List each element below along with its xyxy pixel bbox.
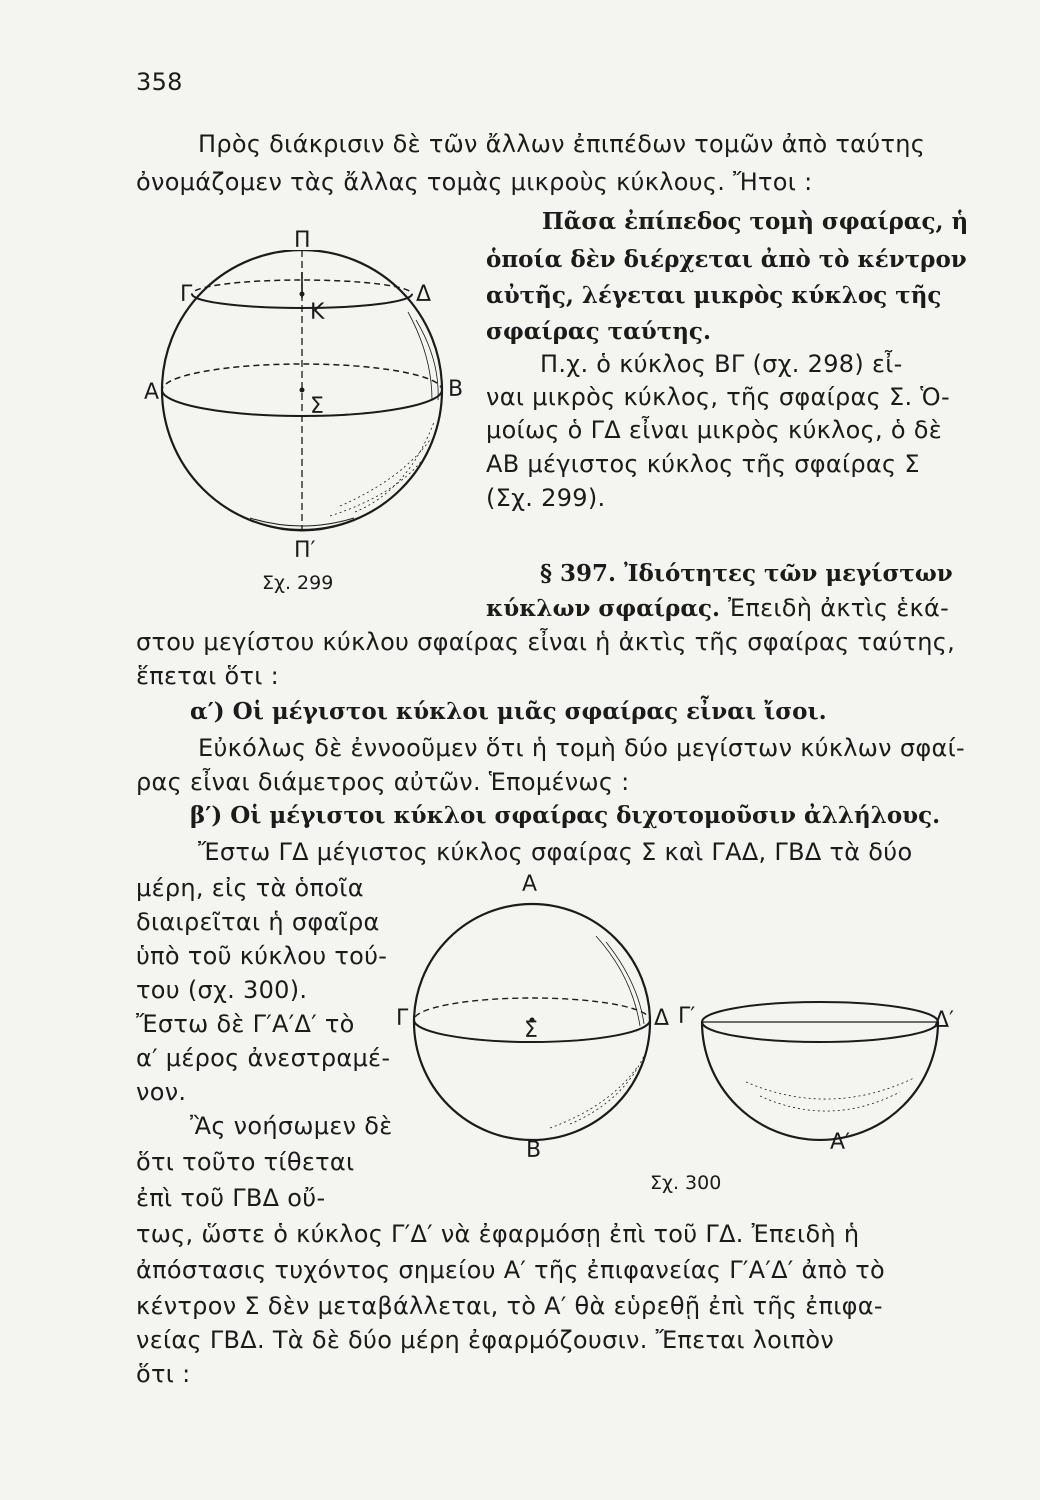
fig300-label-center: Σ bbox=[524, 1018, 538, 1043]
proof-line: τως, ὥστε ὁ κύκλος Γ′Δ′ νὰ ἐφαρμόσῃ ἐπὶ τοῦ ΓΔ. Ἐπειδὴ ἡ bbox=[136, 1220, 860, 1248]
section-title-cont: κύκλων σφαίρας. bbox=[486, 595, 721, 622]
section-text: Ἐπειδὴ ἀκτὶς ἑκά- bbox=[720, 594, 950, 622]
fig299-label-bottom: Π′ bbox=[294, 538, 316, 563]
fig300-caption: Σχ. 300 bbox=[650, 1172, 722, 1194]
fig299-caption: Σχ. 299 bbox=[262, 572, 334, 594]
proof-left-line: νον. bbox=[136, 1078, 187, 1106]
proof-left-line: ὅτι τοῦτο τίθεται bbox=[136, 1148, 355, 1176]
fig300-label-hemi-left: Γ′ bbox=[678, 1004, 696, 1029]
proof-line: ἀπόστασις τυχόντος σημείου Α′ τῆς ἐπιφανείας Γ′Α′Δ′ ἀπὸ τὸ bbox=[136, 1256, 886, 1284]
fig299-label-top: Π bbox=[294, 228, 311, 253]
intro-line: Πρὸς διάκρισιν δὲ τῶν ἄλλων ἐπιπέδων τομῶν ἀπὸ ταύτης bbox=[198, 130, 926, 158]
fig299-label-right-small: Δ bbox=[416, 282, 432, 307]
fig299-label-right-great: Β bbox=[448, 377, 464, 402]
proof-left-line: ὑπὸ τοῦ κύκλου τού- bbox=[136, 942, 388, 970]
section-line2 bbox=[486, 594, 949, 622]
proof-first-line: Ἔστω ΓΔ μέγιστος κύκλος σφαίρας Σ καὶ ΓΑΔ, ΓΒΔ τὰ δύο bbox=[198, 838, 913, 866]
fig299-label-left-small: Γ bbox=[180, 282, 193, 307]
hemisphere-bowl bbox=[702, 1022, 938, 1140]
proof-left-line: διαιρεῖται ἡ σφαῖρα bbox=[136, 908, 380, 936]
definition-line: σφαίρας ταύτης. bbox=[486, 318, 711, 345]
proof-line: νείας ΓΒΔ. Τὰ δὲ δύο μέρη ἐφαρμόζουσιν. Ἔπεται λοιπὸν bbox=[136, 1326, 835, 1354]
example-line: ναι μικρὸς κύκλος, τῆς σφαίρας Σ. Ὁ- bbox=[486, 383, 950, 411]
fig300-label-right: Δ bbox=[654, 1006, 670, 1031]
proof-line: ὅτι : bbox=[136, 1360, 191, 1388]
fig299-label-left-great: Α bbox=[144, 380, 160, 405]
proof-line: κέντρον Σ δὲν μεταβάλλεται, τὸ Α′ θὰ εὑρεθῇ ἐπὶ τῆς ἐπιφα- bbox=[136, 1292, 883, 1320]
property-a: α′) Οἱ μέγιστοι κύκλοι μιᾶς σφαίρας εἶναι ἴσοι. bbox=[190, 698, 827, 725]
example-line: Π.χ. ὁ κύκλος ΒΓ (σχ. 298) εἶ- bbox=[540, 350, 903, 378]
fig300-label-hemi-right: Δ′ bbox=[934, 1008, 955, 1033]
fig299-label-center: Σ bbox=[310, 394, 324, 419]
section-text-line: ἕπεται ὅτι : bbox=[136, 662, 279, 690]
proof-left-line: Ἔστω δὲ Γ′Α′Δ′ τὸ bbox=[136, 1010, 355, 1038]
after-a-line: ρας εἶναι διάμετρος αὐτῶν. Ἑπομένως : bbox=[136, 768, 630, 796]
definition-line: Πᾶσα ἐπίπεδος τομὴ σφαίρας, ἡ bbox=[542, 208, 969, 235]
page-number: 358 bbox=[136, 68, 183, 96]
fig299-label-center-small: Κ bbox=[310, 300, 325, 325]
fig300-label-left: Γ bbox=[396, 1006, 409, 1031]
proof-left-line: ἐπὶ τοῦ ΓΒΔ οὔ- bbox=[136, 1184, 326, 1212]
fig300-label-bottom: Β bbox=[526, 1138, 542, 1163]
definition-line: αὐτῆς, λέγεται μικρὸς κύκλος τῆς bbox=[486, 282, 942, 309]
proof-left-line: του (σχ. 300). bbox=[136, 976, 308, 1004]
example-line: ΑΒ μέγιστος κύκλος τῆς σφαίρας Σ bbox=[486, 450, 920, 478]
after-a-line: Εὐκόλως δὲ ἐννοοῦμεν ὅτι ἡ τομὴ δύο μεγίστων κύκλων σφαί- bbox=[198, 734, 965, 762]
proof-left-line: μέρη, εἰς τὰ ὁποῖα bbox=[136, 874, 364, 902]
intro-line: ὀνομάζομεν τὰς ἄλλας τομὰς μικροὺς κύκλους. Ἤτοι : bbox=[136, 168, 813, 196]
example-line: μοίως ὁ ΓΔ εἶναι μικρὸς κύκλος, ὁ δὲ bbox=[486, 416, 943, 444]
fig300-label-top: Α bbox=[522, 872, 538, 897]
definition-line: ὁποία δὲν διέρχεται ἀπὸ τὸ κέντρον bbox=[486, 246, 967, 273]
property-b: β′) Οἱ μέγιστοι κύκλοι σφαίρας διχοτομοῦσιν ἀλλήλους. bbox=[190, 802, 941, 829]
section-title: § 397. Ἰδιότητες τῶν μεγίστων bbox=[540, 560, 953, 587]
proof-left-line: α′ μέρος ἀνεστραμέ- bbox=[136, 1044, 391, 1072]
proof-left-line: Ἂς νοήσωμεν δὲ bbox=[190, 1112, 393, 1140]
section-text-line: στου μεγίστου κύκλου σφαίρας εἶναι ἡ ἀκτὶς τῆς σφαίρας ταύτης, bbox=[136, 628, 956, 656]
fig300-label-hemi-bottom: Α′ bbox=[830, 1130, 851, 1155]
example-line: (Σχ. 299). bbox=[486, 484, 606, 512]
